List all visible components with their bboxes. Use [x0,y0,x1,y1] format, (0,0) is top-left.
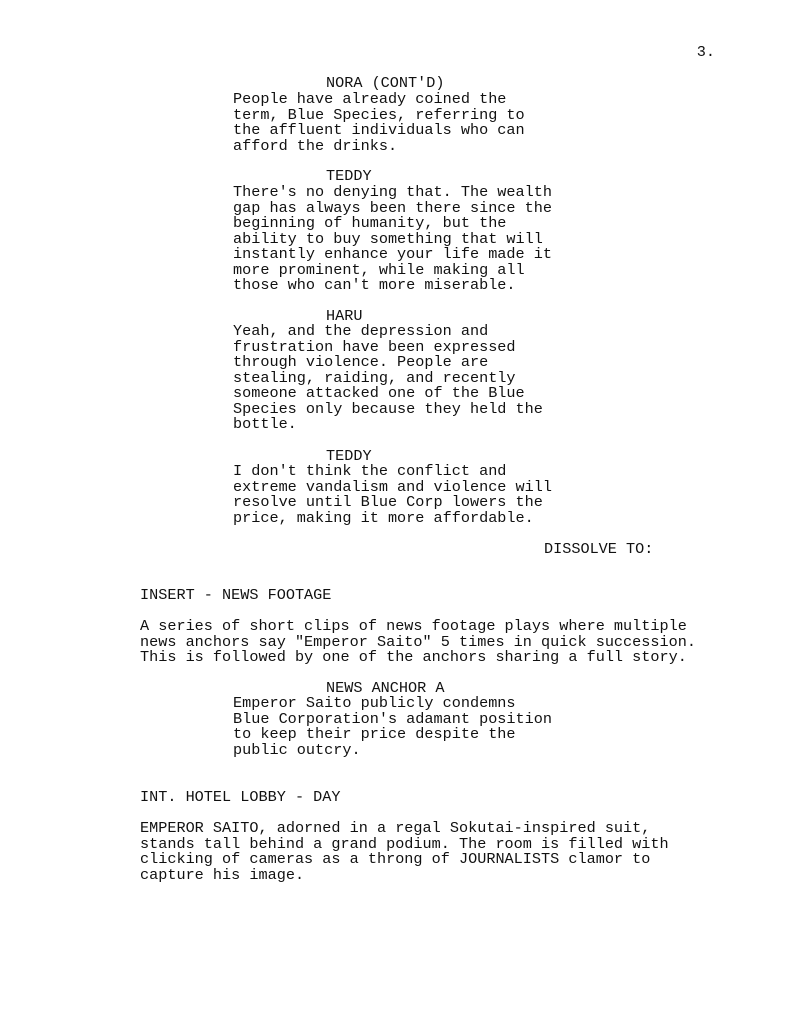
action-insert: A series of short clips of news footage plays where multiple news anchors say "Emperor Saito" 5 times in quick succession. This is followed by one of the anchors sharing a full story. [140,617,696,666]
character-cue-nora: NORA (CONT'D) [326,74,445,92]
character-cue-teddy-2: TEDDY [326,447,372,465]
dialogue-teddy: There's no denying that. The wealth gap has always been there since the beginning of humanity, but the ability to buy something that will instantly enhance your life made it more prominent, while making all those who can't more miserable. [233,183,552,294]
character-cue-teddy: TEDDY [326,167,372,185]
dialogue-nora: People have already coined the term, Blue Species, referring to the affluent individuals who can afford the drinks. [233,90,525,155]
transition-dissolve: DISSOLVE TO: [544,540,654,558]
scene-heading-hotel-lobby: INT. HOTEL LOBBY - DAY [140,788,341,806]
page-number: 3. [696,43,715,61]
scene-heading-insert: INSERT - NEWS FOOTAGE [140,586,332,604]
action-hotel-lobby: EMPEROR SAITO, adorned in a regal Sokutai-inspired suit, stands tall behind a grand podium. The room is filled with clicking of cameras as a throng of JOURNALISTS clamor to capture his image. [140,819,669,884]
dialogue-haru: Yeah, and the depression and frustration have been expressed through violence. People are stealing, raiding, and recently someone attacked one of the Blue Species only because they held the bottle. [233,322,543,433]
dialogue-news-anchor: Emperor Saito publicly condemns Blue Corporation's adamant position to keep their price despite the public outcry. [233,694,552,759]
character-cue-haru: HARU [326,307,363,325]
dialogue-teddy-2: I don't think the conflict and extreme vandalism and violence will resolve until Blue Corp lowers the price, making it more affordable. [233,462,552,527]
character-cue-news-anchor: NEWS ANCHOR A [326,679,445,697]
